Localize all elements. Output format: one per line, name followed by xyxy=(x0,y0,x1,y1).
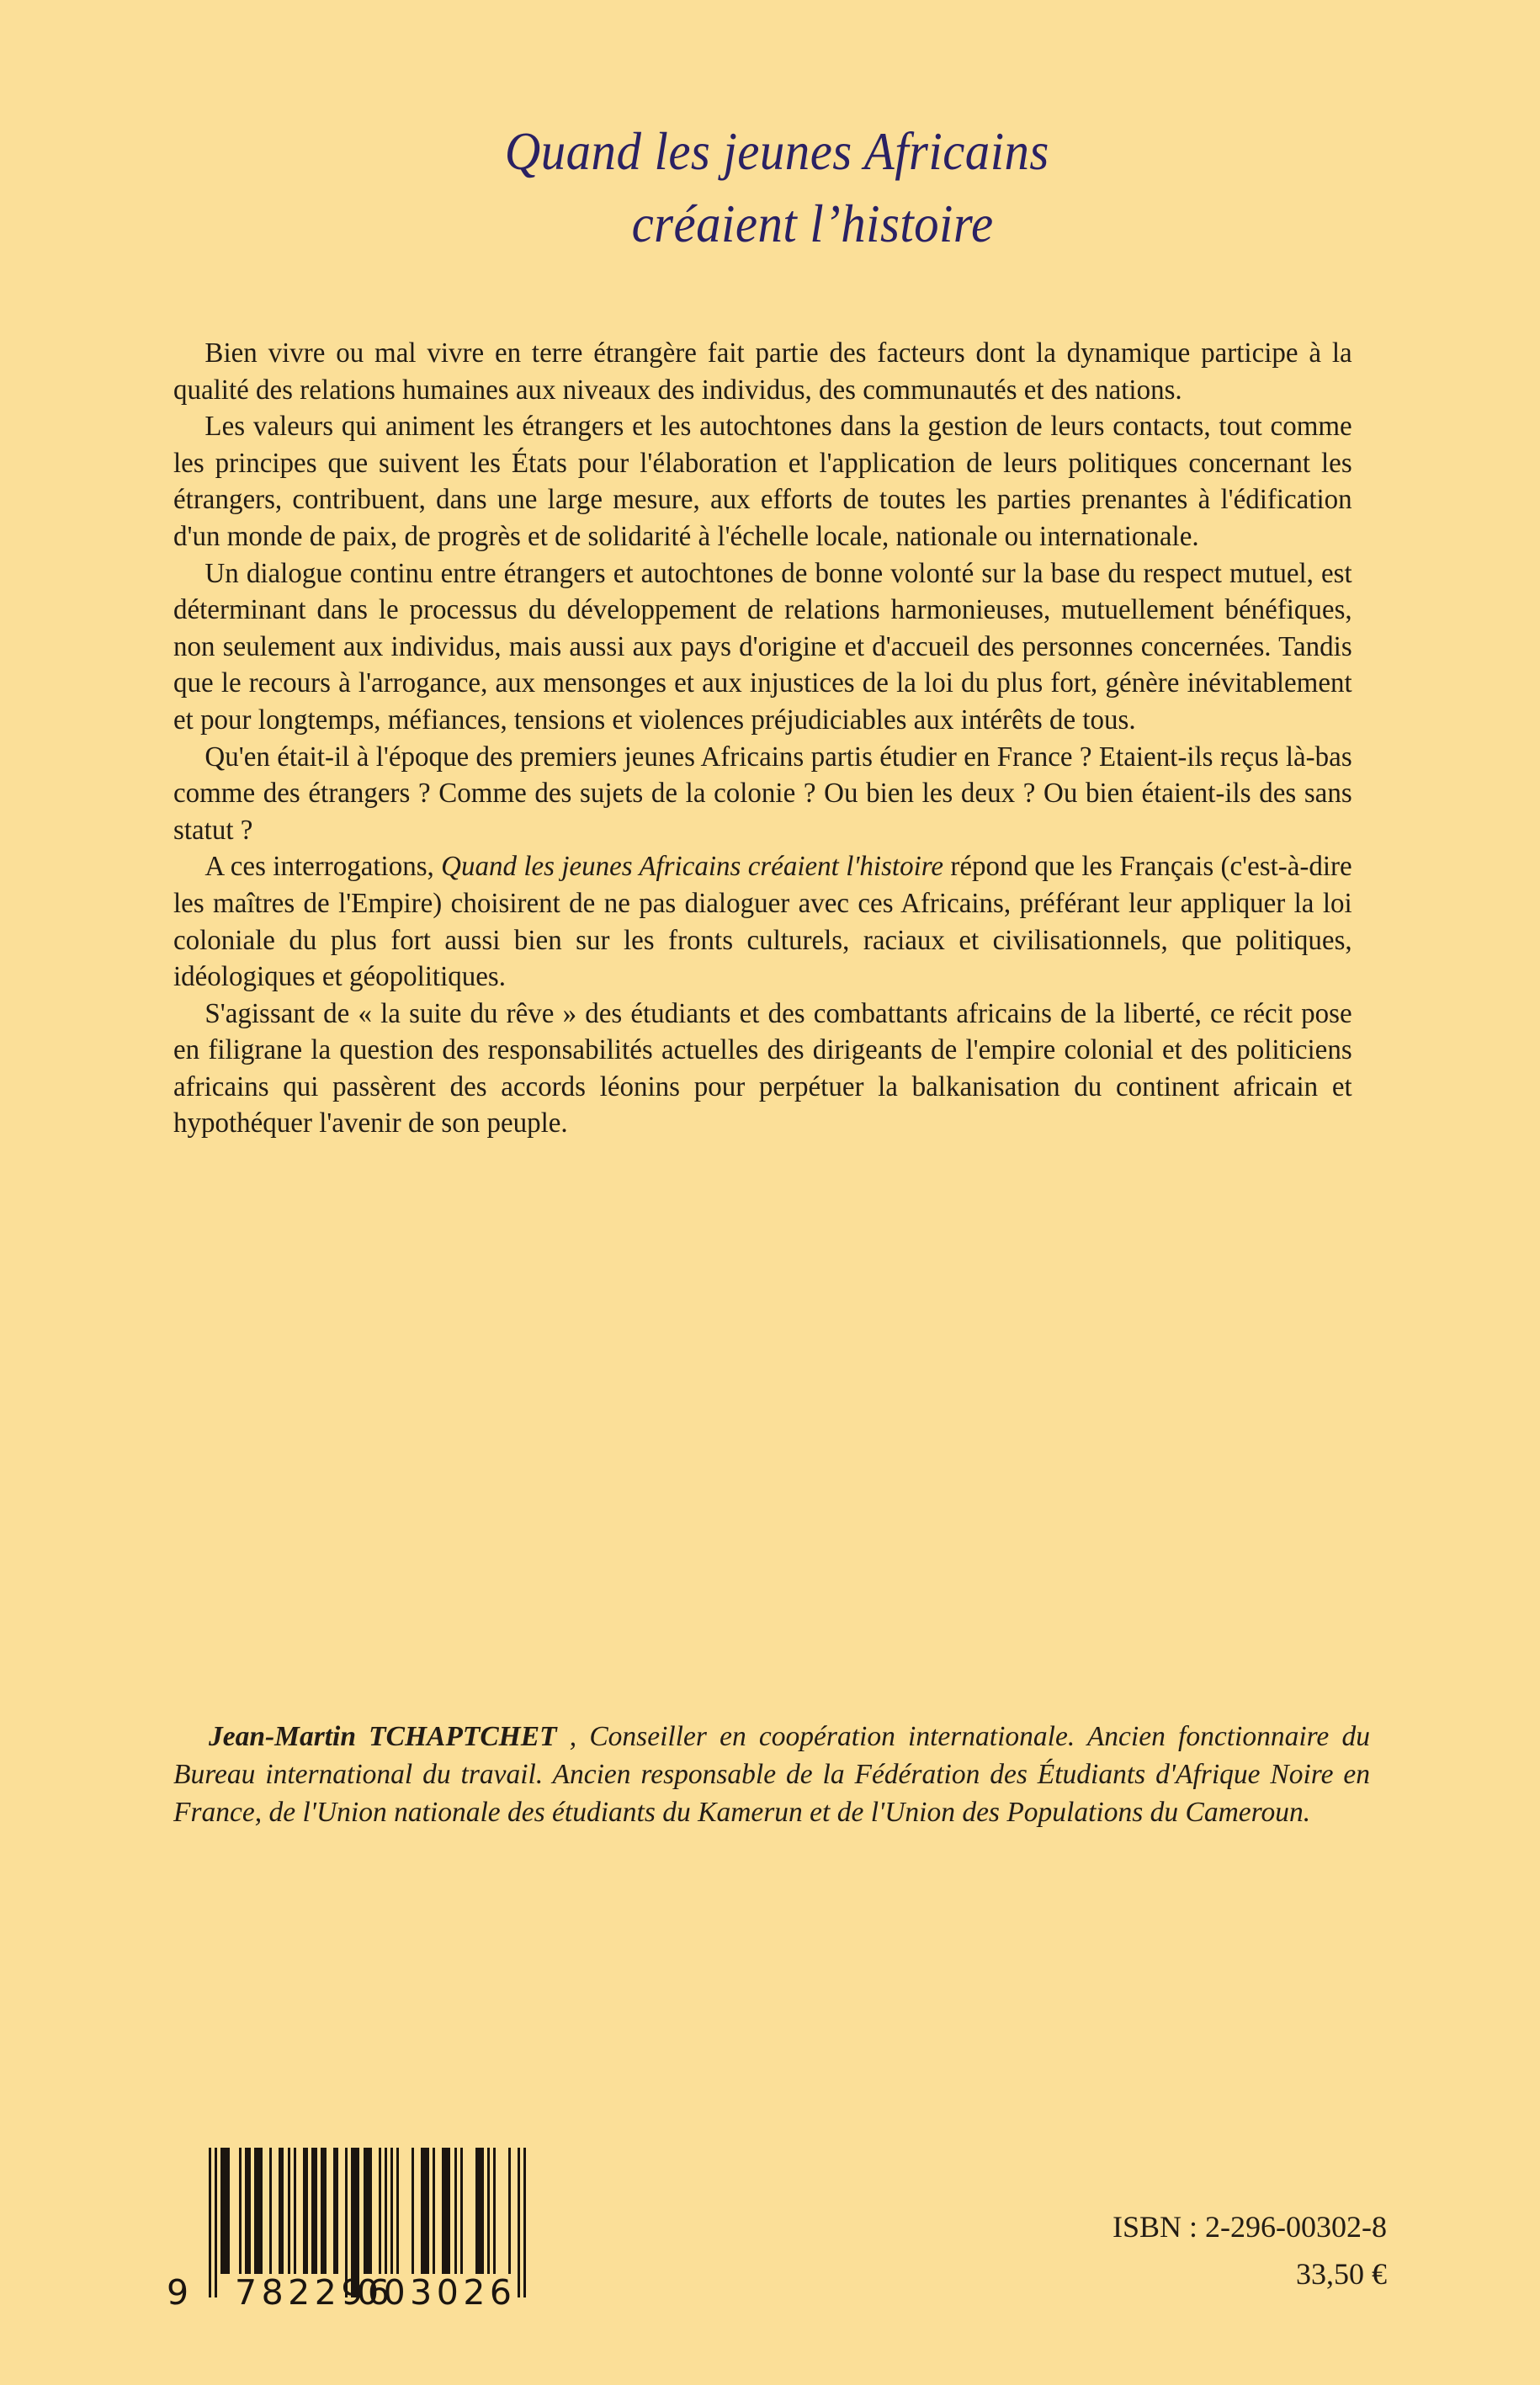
barcode-bar xyxy=(254,2148,263,2274)
barcode-bar xyxy=(421,2148,429,2274)
isbn-price-block xyxy=(1113,2203,1387,2297)
barcode-bar xyxy=(412,2148,414,2274)
barcode-bar xyxy=(385,2148,387,2274)
price-text: 33,50 € xyxy=(1296,2257,1387,2291)
barcode-bar xyxy=(321,2148,327,2274)
blurb-italic-tail: répond que les Français (c'est-à-dire les maîtres de l'Empire) choisirent de ne pas dialoguer avec ces Africains, préférant leur appliquer la loi coloniale du plus fort aussi bien sur les fronts culturels, raciaux et civilisationnels, que politiques, idéologiques et géopolitiques. xyxy=(173,851,1352,993)
barcode-left-group: 782296 xyxy=(235,2272,395,2313)
barcode-bar xyxy=(442,2148,450,2274)
barcode-bar xyxy=(508,2148,511,2274)
barcode-bar xyxy=(303,2148,309,2274)
blurb-italic-lead: A ces interrogations, xyxy=(204,851,442,883)
author-bio-paragraph xyxy=(173,1718,1370,1831)
isbn-text: ISBN : 2-296-00302-8 xyxy=(1113,2210,1387,2244)
barcode-bar xyxy=(454,2148,457,2274)
barcode-bar xyxy=(288,2148,290,2274)
barcode-bar xyxy=(364,2148,372,2274)
isbn-barcode xyxy=(165,2148,527,2316)
barcode-lead-digit: 9 xyxy=(167,2272,190,2313)
barcode-bar xyxy=(279,2148,284,2274)
barcode-bar xyxy=(475,2148,484,2274)
blurb-paragraph-6: S'agissant de « la suite du rêve » des étudiants et des combattants africains de la liberté, ce récit pose en filigrane la question des responsabilités actuelles des dirigeants de l'empire colonial et des politiciens africains qui passèrent des accords léonins pour perpétuer la balkanisation du continent africain et hypothéquer l'avenir de son peuple. xyxy=(173,997,1352,1139)
barcode-bar xyxy=(390,2148,393,2274)
barcode-bar xyxy=(396,2148,399,2274)
barcode-bar xyxy=(239,2148,242,2274)
book-title xyxy=(0,121,1540,253)
barcode-bar xyxy=(311,2148,317,2274)
title-line-2: créaient l’histoire xyxy=(631,194,994,253)
barcode-bar xyxy=(220,2148,229,2274)
barcode-bar xyxy=(379,2148,381,2274)
barcode-bar xyxy=(294,2148,296,2274)
author-name: Jean-Martin TCHAPTCHET xyxy=(209,1721,557,1752)
barcode-bar xyxy=(487,2148,490,2274)
back-cover-blurb xyxy=(173,335,1370,1142)
barcode-digits xyxy=(165,2272,527,2311)
blurb-paragraph-2: Les valeurs qui animent les étrangers et les autochtones dans la gestion de leurs contacts, tout comme les principes que suivent les États pour l'élaboration et l'application de leurs politiques concernant les étrangers, contribuent, dans une large mesure, aux efforts de toutes les parties prenantes à l'édification d'un monde de paix, de progrès et de solidarité à l'échelle locale, nationale ou internationale. xyxy=(173,411,1352,552)
barcode-bar xyxy=(433,2148,435,2274)
barcode-bar xyxy=(269,2148,272,2274)
barcode-right-group: 003026 xyxy=(357,2272,517,2313)
author-bio-text: , Conseiller en coopération internationale. Ancien fonctionnaire du Bureau international du travail. Ancien responsable de la Fédération des Étudiants d'Afrique Noire en France, de l'Union nationale des étudiants du Kamerun et de l'Union des Populations du Cameroun. xyxy=(173,1721,1370,1828)
blurb-paragraph-3: Un dialogue continu entre étrangers et autochtones de bonne volonté sur la base du respect mutuel, est déterminant dans le processus du développement de relations harmonieuses, mutuellement bénéfiques, non seulement aux individus, mais aussi aux pays d'origine et d'accueil des personnes concernées. Tandis que le recours à l'arrogance, aux mensonges et aux injustices de la loi du plus fort, génère inévitablement et pour longtemps, méfiances, tensions et violences préjudiciables aux intérêts de tous. xyxy=(173,557,1352,736)
barcode-bar xyxy=(493,2148,496,2274)
blurb-paragraph-1: Bien vivre ou mal vivre en terre étrangère fait partie des facteurs dont la dynamique participe à la qualité des relations humaines aux niveaux des individus, des communautés et des nations. xyxy=(173,337,1352,406)
title-line-1: Quand les jeunes Africains xyxy=(504,121,1049,181)
barcode-bar xyxy=(460,2148,463,2274)
blurb-paragraph-5 xyxy=(173,848,1352,995)
barcode-bar xyxy=(333,2148,339,2274)
blurb-cited-title: Quand les jeunes Africains créaient l'histoire xyxy=(441,851,944,883)
author-bio xyxy=(173,1718,1370,1831)
blurb-paragraph-4: Qu'en était-il à l'époque des premiers jeunes Africains partis étudier en France ? Etaient-ils reçus là-bas comme des étrangers ? Comme des sujets de la colonie ? Ou bien les deux ? Ou bien étaient-ils des sans statut ? xyxy=(173,741,1352,846)
barcode-bar xyxy=(245,2148,251,2274)
